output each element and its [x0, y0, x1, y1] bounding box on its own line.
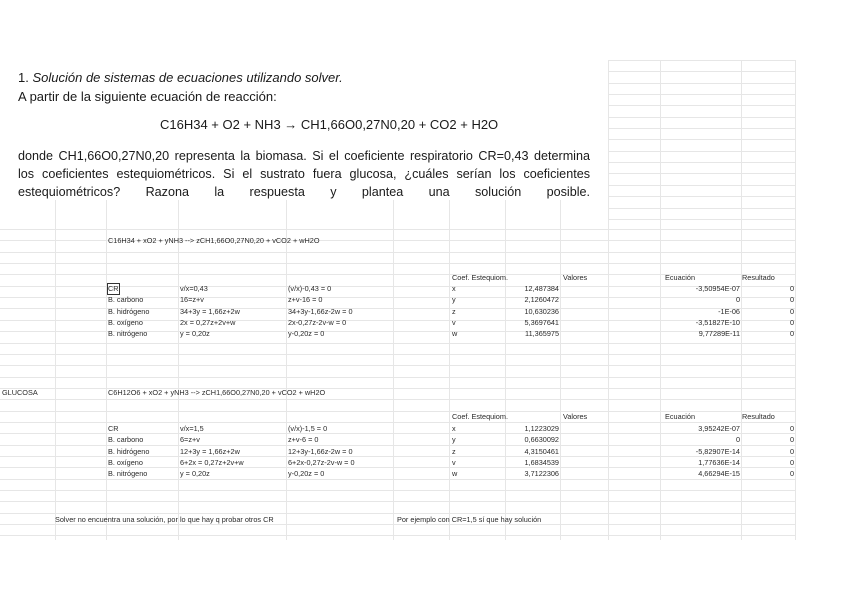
- value-cell: 11,365975: [525, 329, 559, 339]
- equation-residual-cell: 0: [735, 295, 740, 305]
- balance-label-cell: B. carbono: [108, 295, 144, 305]
- exercise-title-text: Solución de sistemas de ecuaciones utilizando solver.: [32, 70, 343, 85]
- balance-expression-cell: 12+3y = 1,66z+2w: [180, 446, 240, 456]
- equation-residual-cell: 3,95242E-07: [698, 424, 740, 433]
- balance-equation-cell: z+v-6 = 0: [288, 435, 319, 445]
- balance-expression-cell: y = 0,20z: [180, 469, 210, 479]
- block-equation: C16H34 + xO2 + yNH3 --> zCH1,66O0,27N0,20 + vCO2 + wH2O: [108, 236, 320, 245]
- balance-expression-cell: 6=z+v: [180, 435, 200, 445]
- exercise-subtitle: A partir de la siguiente ecuación de reacción:: [18, 89, 277, 104]
- balance-label-cell: B. oxígeno: [108, 458, 143, 468]
- balance-label-cell: B. nitrógeno: [108, 469, 148, 479]
- result-cell: 0: [789, 318, 794, 328]
- coefficient-cell: y: [452, 295, 456, 305]
- balance-equation-cell: (v/x)-0,43 = 0: [288, 284, 332, 293]
- balance-expression-cell: y = 0,20z: [180, 329, 210, 339]
- exercise-number: 1.: [18, 70, 29, 85]
- note-solver-no-solution: Solver no encuentra una solución, por lo que hay q probar otros CR: [55, 515, 274, 524]
- sheet-label-glucosa: GLUCOSA: [2, 388, 38, 397]
- balance-expression-cell: v/x=0,43: [180, 284, 208, 293]
- value-cell: 3,7122306: [524, 469, 559, 479]
- equation-residual-cell: -3,51827E-10: [695, 318, 740, 328]
- balance-equation-cell: 34+3y-1,66z-2w = 0: [288, 306, 353, 316]
- result-cell: 0: [789, 446, 794, 456]
- reaction-equation-text: C16H34 + O2 + NH3 → CH1,66O0,27N0,20 + CO2 + H2O: [160, 117, 499, 132]
- coefficient-cell: z: [452, 306, 456, 316]
- problem-paragraph: [18, 147, 590, 201]
- paragraph-line: estequiométricos? Razona la respuesta y plantea una solución posible.: [18, 185, 590, 199]
- balance-label-cell: B. carbono: [108, 435, 144, 445]
- equation-residual-cell: 4,66294E-15: [698, 469, 740, 479]
- equation-residual-cell: 0: [735, 435, 740, 445]
- value-cell: 0,6630092: [524, 435, 559, 445]
- paragraph-line: donde CH1,66O0,27N0,20 representa la biomasa. Si el coeficiente respiratorio CR=0,43 determina: [18, 149, 590, 163]
- result-cell: 0: [789, 435, 794, 445]
- exercise-title: [18, 70, 343, 85]
- results-header-cell: Coef. Estequiom.: [452, 412, 508, 421]
- balance-equation-cell: 2x-0,27z-2v-w = 0: [288, 318, 347, 328]
- result-cell: 0: [789, 284, 794, 293]
- coefficient-cell: x: [452, 284, 456, 293]
- coefficient-cell: w: [452, 469, 458, 479]
- coefficient-cell: v: [452, 458, 456, 468]
- equation-residual-cell: 1,77636E-14: [698, 458, 740, 468]
- results-header-cell: Resultado: [742, 273, 775, 282]
- results-header-cell: Ecuación: [665, 412, 696, 421]
- balance-expression-cell: v/x=1,5: [180, 424, 204, 433]
- value-cell: 1,1223029: [524, 424, 559, 433]
- result-cell: 0: [789, 469, 794, 479]
- results-header-cell: Valores: [563, 273, 588, 282]
- block-equation: C6H12O6 + xO2 + yNH3 --> zCH1,66O0,27N0,20 + vCO2 + wH2O: [108, 388, 326, 397]
- results-header-cell: Resultado: [742, 412, 775, 421]
- result-cell: 0: [789, 458, 794, 468]
- value-cell: 1,6834539: [524, 458, 559, 468]
- balance-equation-cell: 6+2x-0,27z-2v-w = 0: [288, 458, 355, 468]
- result-cell: 0: [789, 295, 794, 305]
- balance-expression-cell: 2x = 0,27z+2v+w: [180, 318, 236, 328]
- balance-expression-cell: 34+3y = 1,66z+2w: [180, 306, 240, 316]
- balance-equation-cell: y-0,20z = 0: [288, 329, 325, 339]
- reaction-equation: [160, 117, 498, 132]
- result-cell: 0: [789, 424, 794, 433]
- coefficient-cell: z: [452, 446, 456, 456]
- balance-label-cell: CR: [108, 284, 119, 293]
- value-cell: 4,3150461: [524, 446, 559, 456]
- balance-equation-cell: 12+3y-1,66z-2w = 0: [288, 446, 353, 456]
- balance-expression-cell: 16=z+v: [180, 295, 204, 305]
- value-cell: 5,3697641: [524, 318, 559, 328]
- balance-label-cell: B. hidrógeno: [108, 306, 150, 316]
- coefficient-cell: y: [452, 435, 456, 445]
- balance-label-cell: B. oxígeno: [108, 318, 143, 328]
- result-cell: 0: [789, 329, 794, 339]
- results-header-cell: Coef. Estequiom.: [452, 273, 508, 282]
- balance-equation-cell: (v/x)-1,5 = 0: [288, 424, 328, 433]
- coefficient-cell: x: [452, 424, 456, 433]
- paragraph-line: los coeficientes estequiométricos. Si el sustrato fuera glucosa, ¿cuáles serían los coeficientes: [18, 167, 590, 181]
- balance-expression-cell: 6+2x = 0,27z+2v+w: [180, 458, 244, 468]
- coefficient-cell: v: [452, 318, 456, 328]
- results-header-cell: Ecuación: [665, 273, 696, 282]
- balance-label-cell: B. hidrógeno: [108, 446, 150, 456]
- result-cell: 0: [789, 306, 794, 316]
- equation-residual-cell: -1E-06: [718, 306, 740, 316]
- equation-residual-cell: -3,50954E-07: [695, 284, 740, 293]
- value-cell: 2,1260472: [524, 295, 559, 305]
- balance-equation-cell: y-0,20z = 0: [288, 469, 325, 479]
- balance-label-cell: B. nitrógeno: [108, 329, 148, 339]
- value-cell: 10,630236: [524, 306, 559, 316]
- results-header-cell: Valores: [563, 412, 588, 421]
- equation-residual-cell: 9,77289E-11: [698, 329, 740, 339]
- coefficient-cell: w: [452, 329, 458, 339]
- balance-equation-cell: z+v-16 = 0: [288, 295, 323, 305]
- equation-residual-cell: -5,82907E-14: [695, 446, 740, 456]
- value-cell: 12,487384: [524, 284, 559, 293]
- balance-label-cell: CR: [108, 424, 119, 433]
- note-example-solution: Por ejemplo con CR=1,5 sí que hay solución: [397, 515, 542, 524]
